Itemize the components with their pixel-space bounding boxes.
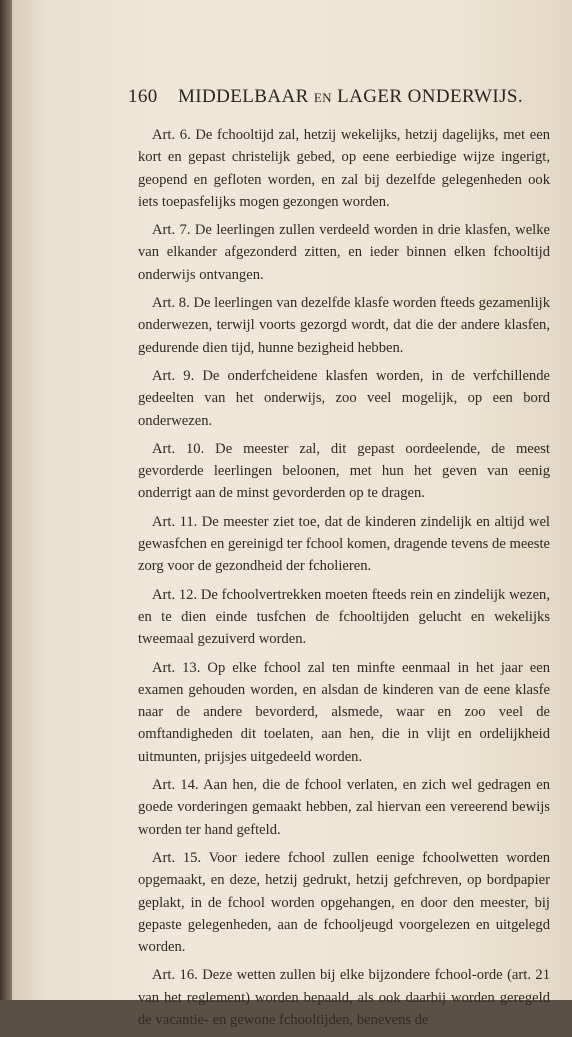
article-9: Art. 9. De onderfcheidene klasfen worden, in de verfchillende gedeelten van het onderwijs, zoo veel mogelijk, op een bord onderwezen. — [138, 367, 550, 429]
article-6: Art. 6. De fchooltijd zal, hetzij wekelijks, hetzij dagelijks, met een kort en gepast christelijk gebed, op eene eerbiedige wijze ingerigt, geopend en gefloten worden, en zal bij dezelfde gelegenheden ook iets toepasfelijks mogen gezongen worden. — [138, 127, 550, 210]
article-15: Art. 15. Voor iedere fchool zullen eenige fchoolwetten worden opgemaakt, en deze, hetzij gedrukt, hetzij gefchreven, op bordpapier geplakt, in de fchool worden opgehangen, en door den meester, bij gepaste gelegenheden, aan de fchooljeugd voorgelezen en uitgelegd worden. — [138, 849, 550, 956]
article-10: Art. 10. De meester zal, dit gepast oordeelende, de meest gevorderde leerlingen beloonen, met hun het geven van eenig onderrigt aan de minst gevorderden op te dragen. — [138, 440, 550, 502]
header-title-b: EN — [313, 90, 332, 105]
book-spine — [0, 0, 12, 1000]
article-11: Art. 11. De meester ziet toe, dat de kinderen zindelijk en altijd wel gewasfchen en gereinigd ter fchool komen, dragende tevens de meeste zorg voor de gezondheid der fcholieren. — [138, 513, 550, 575]
body-text — [138, 124, 550, 1037]
page-number: 160 — [128, 86, 158, 107]
book-page — [12, 0, 572, 1028]
article-13: Art. 13. Op elke fchool zal ten minfte eenmaal in het jaar een examen gehouden worden, en alsdan de kinderen van de eene klasfe naar de andere bevorderd, alsmede, waar en zoo veel de omftandigheden dit toelaten, aan hen, die in vlijt en ordelijkheid uitmunten, prijsjes uitgedeeld worden. — [138, 659, 550, 765]
running-header — [128, 86, 558, 108]
article-16: Art. 16. Deze wetten zullen bij elke bijzondere fchool-orde (art. 21 van het reglement) worden bepaald, als ook daarbij worden geregeld de vacantie- en gewone fchooltijden, benevens de — [138, 967, 550, 1028]
article-14: Art. 14. Aan hen, die de fchool verlaten, en zich wel gedragen en goede vorderingen gemaakt hebben, zal hiervan een vereerend bewijs worden ter hand gefteld. — [138, 777, 550, 838]
article-12: Art. 12. De fchoolvertrekken moeten fteeds rein en zindelijk wezen, en te dien einde tusfchen de fchooltijden gelucht en wekelijks tweemaal gezuiverd worden. — [138, 586, 550, 648]
article-7: Art. 7. De leerlingen zullen verdeeld worden in drie klasfen, welke van elkander afgezonderd zitten, en ieder binnen elken fchooltijd onderwijs ontvangen. — [138, 222, 550, 283]
header-title-a: MIDDELBAAR — [178, 86, 309, 107]
header-title-c: LAGER — [337, 86, 403, 107]
header-title-d: ONDERWIJS. — [407, 86, 523, 107]
article-8: Art. 8. De leerlingen van dezelfde klasfe worden fteeds gezamenlijk onderwezen, terwijl voorts gezorgd wordt, dat die der andere klasfen, gedurende dien tijd, hunne bezigheid hebben. — [138, 295, 550, 356]
